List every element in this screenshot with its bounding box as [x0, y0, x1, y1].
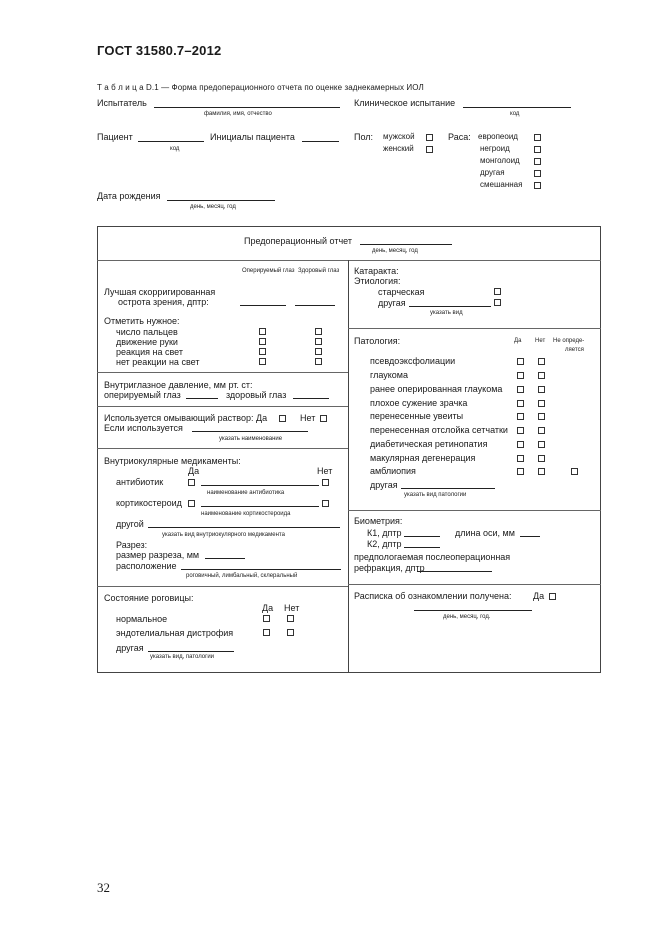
acuity-item-2: реакция на свет [116, 347, 183, 357]
acuity-label-1: Лучшая скорригированная [104, 287, 216, 297]
pathology-item-4: перенесенные увеиты [370, 411, 464, 421]
biometry-k2-label: К2, дптр [367, 539, 402, 549]
race-label-0: европеоид [478, 132, 518, 141]
trial-label: Клиническое испытание [354, 98, 456, 108]
acuity-op-checkbox-2[interactable] [259, 348, 266, 355]
cornea-item-1: эндотелиальная дистрофия [116, 628, 234, 638]
pathology-other-field[interactable] [401, 488, 495, 489]
initials-field[interactable] [302, 141, 339, 142]
meds-steroid-no-checkbox[interactable] [322, 500, 329, 507]
cornea-no-checkbox-1[interactable] [287, 629, 294, 636]
irrigation-hint: указать наименование [219, 436, 283, 442]
acuity-operated-field[interactable] [240, 305, 286, 306]
receipt-yes-label: Да [533, 591, 545, 601]
biometry-refraction-2: рефракция, дптр [354, 563, 425, 573]
biometry-k1-label: К1, дптр [367, 528, 402, 538]
meds-antibiotic-field[interactable] [201, 485, 319, 486]
cataract-senile: старческая [378, 287, 425, 297]
receipt-yes-checkbox[interactable] [549, 593, 556, 600]
iop-healthy-label: здоровый глаз [226, 390, 287, 400]
standard-title: ГОСТ 31580.7–2012 [97, 43, 222, 58]
irrigation-yes-checkbox[interactable] [279, 415, 286, 422]
meds-other: другой [116, 519, 144, 529]
pathology-title: Патология: [354, 336, 401, 346]
divider-cataract [348, 328, 601, 329]
cataract-hint: указать вид [430, 310, 463, 316]
divider-biometry [348, 584, 601, 585]
pathology-undet-header-1: Не опреде- [553, 338, 585, 344]
divider-title [97, 260, 601, 261]
race-label: Раса: [448, 132, 471, 142]
acuity-op-checkbox-3[interactable] [259, 358, 266, 365]
meds-steroid: кортикостероид [116, 498, 182, 508]
pathology-yes-checkbox-3[interactable] [517, 400, 524, 407]
meds-antibiotic-no-checkbox[interactable] [322, 479, 329, 486]
acuity-healthy-checkbox-0[interactable] [315, 328, 322, 335]
cataract-etiology: Этиология: [354, 276, 401, 286]
sex-male-checkbox[interactable] [426, 134, 433, 141]
meds-steroid-field[interactable] [201, 506, 319, 507]
acuity-healthy-checkbox-3[interactable] [315, 358, 322, 365]
form-date-hint: день, месяц, год [372, 248, 418, 254]
pathology-other-hint: указать вид патологии [404, 492, 467, 498]
pathology-item-2: ранее оперированная глаукома [370, 384, 503, 394]
meds-no-header: Нет [317, 466, 333, 476]
receipt-label: Расписка об ознакомлении получена: [354, 591, 512, 601]
incision-location-hint: роговичный, лимбальный, склеральный [186, 573, 298, 579]
cataract-other: другая [378, 298, 406, 308]
pathology-no-checkbox-2[interactable] [538, 386, 545, 393]
divider-columns [348, 260, 349, 673]
pathology-item-3: плохое сужение зрачка [370, 398, 468, 408]
acuity-healthy-checkbox-2[interactable] [315, 348, 322, 355]
biometry-refraction-field[interactable] [417, 571, 492, 572]
race-label-2: монголоид [480, 156, 520, 165]
receipt-date-field[interactable] [414, 610, 532, 611]
pathology-yes-checkbox-2[interactable] [517, 386, 524, 393]
divider-meds [97, 586, 348, 587]
acuity-label-2: острота зрения, дптр: [118, 297, 209, 307]
divider-iop [97, 406, 348, 407]
race-label-1: негроид [480, 144, 510, 153]
form-title: Предоперационный отчет [244, 236, 352, 246]
pathology-item-7: макулярная дегенерация [370, 453, 476, 463]
pathology-no-checkbox-7[interactable] [538, 455, 545, 462]
iop-label: Внутриглазное давление, мм рт. ст: [104, 380, 253, 390]
pathology-yes-checkbox-6[interactable] [517, 441, 524, 448]
cornea-no-checkbox-0[interactable] [287, 615, 294, 622]
page-number: 32 [97, 880, 110, 895]
sex-male-label: мужской [383, 132, 415, 141]
irrigation-label: Используется омывающий раствор: Да [104, 413, 268, 423]
cornea-yes-header: Да [262, 603, 274, 613]
divider-acuity [97, 372, 348, 373]
pathology-yes-checkbox-8[interactable] [517, 468, 524, 475]
race-label-3: другая [480, 168, 505, 177]
pathology-no-checkbox-6[interactable] [538, 441, 545, 448]
pathology-undet-header-2: ляется [565, 347, 584, 353]
irrigation-if-used: Если используется [104, 423, 183, 433]
race-checkbox-1[interactable] [534, 146, 541, 153]
cornea-other: другая [116, 643, 144, 653]
pathology-no-checkbox-8[interactable] [538, 468, 545, 475]
meds-yes-header: Да [188, 466, 200, 476]
race-checkbox-2[interactable] [534, 158, 541, 165]
pathology-yes-header: Да [514, 338, 522, 344]
sex-female-checkbox[interactable] [426, 146, 433, 153]
meds-antibiotic: антибиотик [116, 477, 164, 487]
pathology-yes-checkbox-1[interactable] [517, 372, 524, 379]
acuity-healthy-checkbox-1[interactable] [315, 338, 322, 345]
incision-title: Разрез: [116, 540, 148, 550]
acuity-op-checkbox-1[interactable] [259, 338, 266, 345]
tester-label: Испытатель [97, 98, 147, 108]
pathology-yes-checkbox-5[interactable] [517, 427, 524, 434]
trial-field[interactable] [463, 107, 571, 108]
iop-operated-field[interactable] [186, 398, 218, 399]
meds-antibiotic-yes-checkbox[interactable] [188, 479, 195, 486]
table-caption: Т а б л и ц а D.1 — Форма предоперационного отчета по оценке заднекамерных ИОЛ [97, 83, 424, 92]
acuity-op-checkbox-0[interactable] [259, 328, 266, 335]
cataract-other-field[interactable] [409, 306, 491, 307]
biometry-title: Биометрия: [354, 516, 403, 526]
biometry-axis-field[interactable] [520, 536, 540, 537]
pathology-no-checkbox-3[interactable] [538, 400, 545, 407]
receipt-date-hint: день, месяц, год. [443, 614, 491, 620]
biometry-refraction-1: предпологаемая послеоперационная [354, 552, 511, 562]
pathology-no-checkbox-4[interactable] [538, 413, 545, 420]
acuity-item-1: движение руки [116, 337, 178, 347]
cornea-other-hint: указать вид, патологии [150, 654, 215, 660]
pathology-no-checkbox-1[interactable] [538, 372, 545, 379]
pathology-item-6: диабетическая ретинопатия [370, 439, 488, 449]
biometry-k1-field[interactable] [404, 536, 440, 537]
pathology-item-8: амблиопия [370, 466, 416, 476]
pathology-item-5: перенесенная отслойка сетчатки [370, 425, 508, 435]
dob-field[interactable] [167, 200, 275, 201]
irrigation-no-label: Нет [300, 413, 316, 423]
sex-label: Пол: [354, 132, 374, 142]
pathology-no-checkbox-5[interactable] [538, 427, 545, 434]
dob-hint: день, месяц, год [190, 204, 236, 210]
meds-title: Внутриокулярные медикаменты: [104, 456, 241, 466]
sex-female-label: женский [383, 144, 414, 153]
patient-code-hint: код [170, 146, 180, 152]
pathology-item-1: глаукома [370, 370, 408, 380]
pathology-item-0: псевдоэксфолиации [370, 356, 456, 366]
trial-code-hint: код [510, 111, 520, 117]
race-checkbox-0[interactable] [534, 134, 541, 141]
tester-hint: фамилия, имя, отчество [204, 111, 272, 117]
cornea-title: Состояние роговицы: [104, 593, 194, 603]
acuity-item-0: число пальцев [116, 327, 178, 337]
race-checkbox-4[interactable] [534, 182, 541, 189]
irrigation-no-checkbox[interactable] [320, 415, 327, 422]
pathology-yes-checkbox-7[interactable] [517, 455, 524, 462]
meds-steroid-yes-checkbox[interactable] [188, 500, 195, 507]
pathology-other: другая [370, 480, 398, 490]
cornea-yes-checkbox-0[interactable] [263, 615, 270, 622]
cataract-title: Катаракта: [354, 266, 399, 276]
biometry-k2-field[interactable] [404, 547, 440, 548]
cornea-no-header: Нет [284, 603, 300, 613]
cataract-senile-checkbox[interactable] [494, 288, 501, 295]
incision-location-label: расположение [116, 561, 177, 571]
irrigation-name-field[interactable] [192, 431, 308, 432]
incision-size-field[interactable] [205, 558, 245, 559]
cornea-item-0: нормальное [116, 614, 168, 624]
incision-location-field[interactable] [181, 569, 341, 570]
patient-label: Пациент [97, 132, 133, 142]
meds-other-field[interactable] [148, 527, 340, 528]
divider-irrigation [97, 448, 348, 449]
pathology-undet-checkbox-8[interactable] [571, 468, 578, 475]
race-label-4: смешанная [480, 180, 523, 189]
pathology-yes-checkbox-4[interactable] [517, 413, 524, 420]
pathology-no-header: Нет [535, 338, 546, 344]
cornea-yes-checkbox-1[interactable] [263, 629, 270, 636]
cornea-other-field[interactable] [148, 651, 234, 652]
col-healthy-header: Здоровый глаз [298, 268, 340, 274]
form-date-field[interactable] [360, 244, 452, 245]
incision-size-label: размер разреза, мм [116, 550, 200, 560]
pathology-yes-checkbox-0[interactable] [517, 358, 524, 365]
meds-antibiotic-hint: наименование антибиотика [207, 490, 285, 496]
meds-steroid-hint: наименование кортикостероида [201, 511, 291, 517]
patient-field[interactable] [138, 141, 204, 142]
iop-healthy-field[interactable] [293, 398, 329, 399]
initials-label: Инициалы пациента [210, 132, 295, 142]
divider-pathology [348, 510, 601, 511]
biometry-axis-label: длина оси, мм [455, 528, 515, 538]
cataract-other-checkbox[interactable] [494, 299, 501, 306]
acuity-item-3: нет реакции на свет [116, 357, 200, 367]
acuity-healthy-field[interactable] [295, 305, 335, 306]
race-checkbox-3[interactable] [534, 170, 541, 177]
acuity-note: Отметить нужное: [104, 316, 180, 326]
pathology-no-checkbox-0[interactable] [538, 358, 545, 365]
dob-label: Дата рождения [97, 191, 161, 201]
col-operated-header: Оперируемый глаз [242, 268, 295, 274]
iop-operated-label: оперируемый глаз [104, 390, 181, 400]
tester-field[interactable] [154, 107, 340, 108]
meds-other-hint: указать вид внутриокулярного медикамента [162, 532, 285, 538]
